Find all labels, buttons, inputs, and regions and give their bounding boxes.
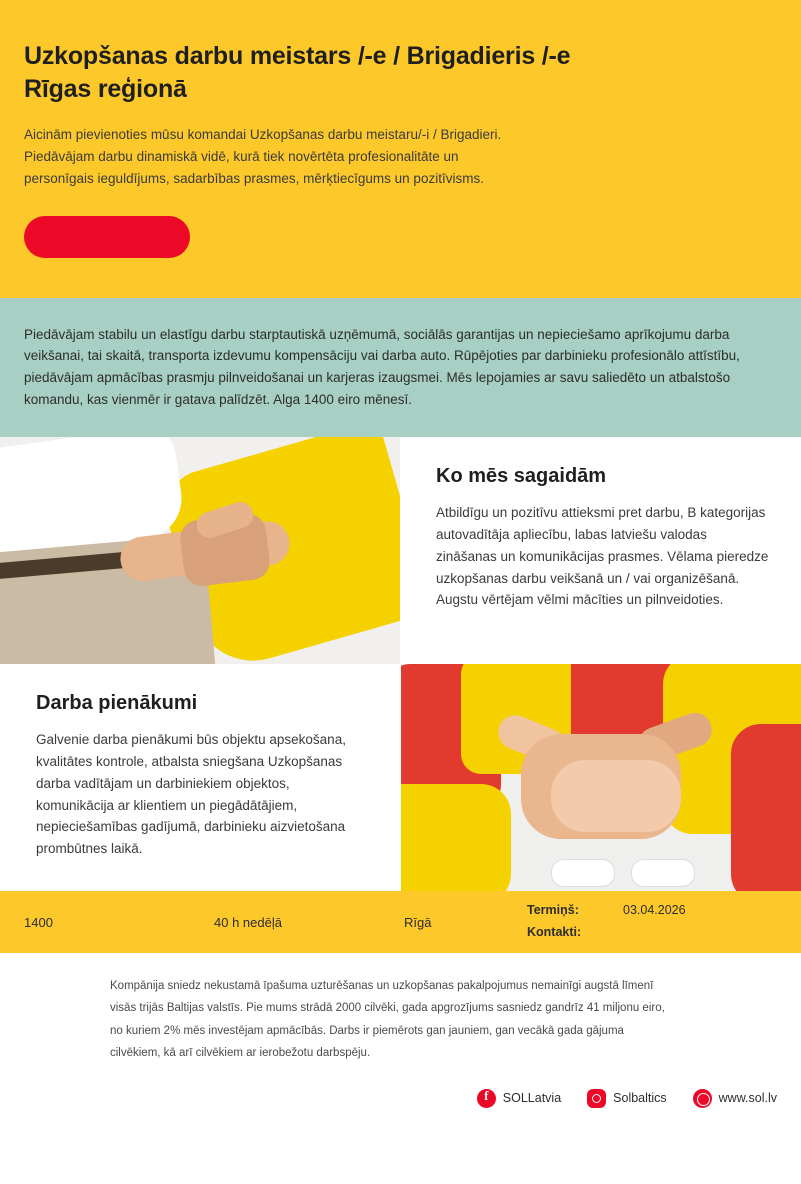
location-value: Rīgā (404, 914, 432, 930)
company-section (0, 953, 801, 1075)
hours-value: 40 h nedēļā (214, 914, 282, 930)
hands-stack-upper (551, 760, 681, 832)
facebook-icon (477, 1089, 496, 1108)
instagram-label: Solbaltics (613, 1091, 667, 1106)
expectations-row (0, 437, 801, 664)
deadline-value: 03.04.2026 (623, 903, 686, 918)
deadline-label: Termiņš: (527, 903, 579, 918)
globe-icon (693, 1089, 712, 1108)
contacts-label: Kontakti: (527, 925, 582, 940)
duties-block (0, 664, 401, 891)
offer-section (0, 298, 801, 437)
instagram-link[interactable] (587, 1089, 667, 1108)
instagram-icon (587, 1089, 606, 1108)
meta-bar (0, 891, 801, 953)
facebook-link[interactable] (477, 1089, 561, 1108)
expectations-title: Ko mēs sagaidām (436, 465, 607, 488)
company-text: Kompānija sniedz nekustamā īpašuma uzturēšanas un uzkopšanas pakalpojumus nemainīgi augstā līmenī visās trijās Baltijas valstīs. Pie mums strādā 2000 cilvēki, gada apgrozījums sasniedz gandrīz 41 miljonu eiro, no kuriem 2% mēs investējam apmācībās. Darbs ir piemērots gan jauniem, gan vecākā gada gājuma cilvēkiem, kā arī cilvēkiem ar ierobežotu darbspēju. (110, 980, 665, 1060)
expectations-block (400, 437, 801, 664)
contacts-row (527, 922, 777, 944)
deadline-row (527, 900, 777, 922)
website-link[interactable] (693, 1089, 777, 1108)
social-footer (0, 1075, 801, 1128)
shoe-left (551, 859, 615, 887)
expectations-body: Atbildīgu un pozitīvu attieksmi pret darbu, B kategorijas autovadītāja apliecību, labas latviešu valodas zināšanas un komunikācijas prasmes. Vēlama pieredze uzkopšanas darbu veikšanā un / vai organizēšanā. Augstu vērtējam vēlmi mācīties un pilnveidoties. (436, 505, 769, 608)
website-label: www.sol.lv (718, 1091, 777, 1106)
red-uniform-right (731, 724, 801, 891)
deadline-contacts-block (527, 900, 777, 944)
duties-body: Galvenie darba pienākumi būs objektu apsekošana, kvalitātes kontrole, atbalsta sniegšana Uzkopšanas darba vadītājam un darbiniekiem objektos, komunikācija ar klientiem un piegādātājiem, nepieciešamības gadījumā, darbinieku aizvietošana prombūtnes laikā. (36, 732, 346, 857)
yellow-uniform-bottom (401, 784, 511, 891)
shoe-right (631, 859, 695, 887)
team-hands-photo (401, 664, 801, 891)
apply-button[interactable] (24, 216, 190, 258)
facebook-label: SOLLatvia (502, 1091, 562, 1106)
page-title: Uzkopšanas darbu meistars /-e / Brigadieris /-e Rīgas reģionā (24, 42, 571, 103)
hero-section (0, 0, 801, 298)
duties-row (0, 664, 801, 891)
hero-description: Aicinām pievienoties mūsu komandai Uzkopšanas darbu meistaru/-i / Brigadieri. Piedāvājam darbu dinamiskā vidē, kurā tiek novērtēta profesionalitāte un personīgais ieguldījums, sadarbības prasmes, mērķtiecīgums un pozitīvisms. (24, 127, 502, 186)
duties-title: Darba pienākumi (36, 692, 198, 715)
salary-value: 1400 (24, 914, 53, 930)
handshake-photo (0, 437, 400, 664)
offer-text: Piedāvājam stabilu un elastīgu darbu starptautiskā uzņēmumā, sociālās garantijas un nepieciešamo aprīkojumu darba veikšanai, tai skaitā, transporta izdevumu kompensāciju vai darba auto. Rūpējoties par darbinieku profesionālo attīstību, piedāvājam apmācības prasmju pilnveidošanai un karjeras izaugsmei. Mēs lepojamies ar savu saliedēto un atbalstošo komandu, kas vienmēr ir gatava palīdzēt. Alga 1400 eiro mēnesī. (24, 326, 740, 408)
